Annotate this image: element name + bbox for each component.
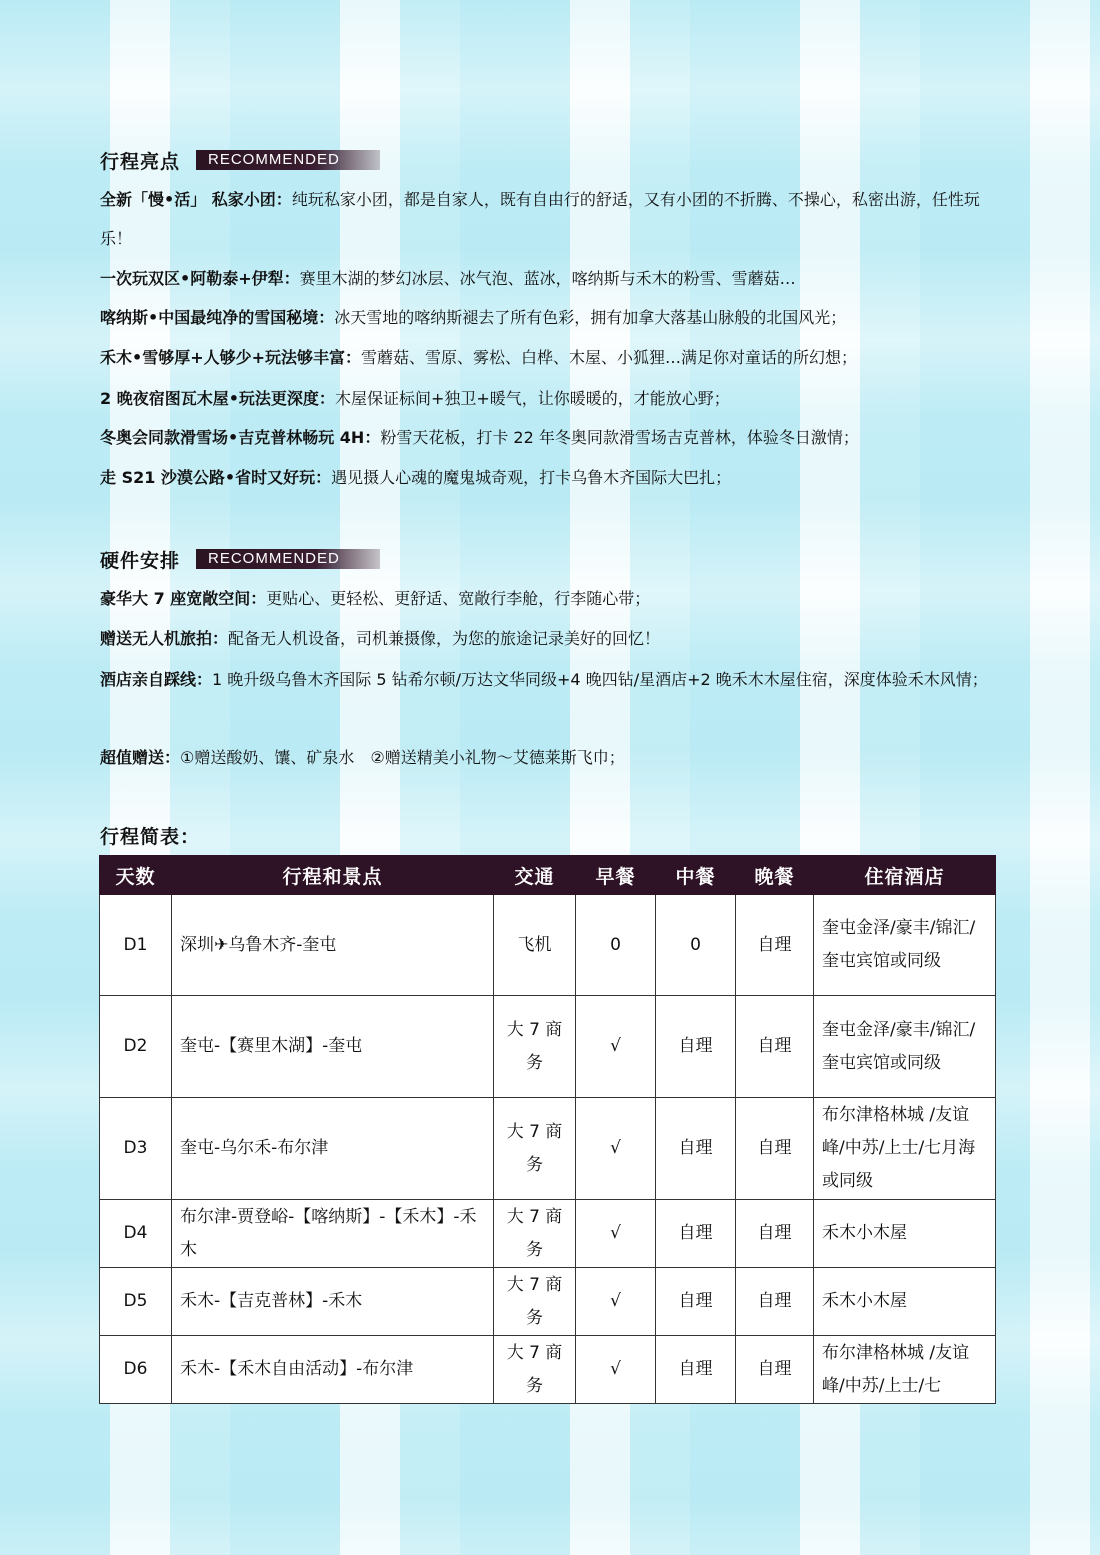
table-row: [100, 1336, 996, 1404]
cell-day: D6: [100, 1336, 172, 1404]
cell-route: 布尔津-贾登峪-【喀纳斯】-【禾木】-禾木: [172, 1200, 494, 1268]
hardware-text: ①赠送酸奶、馕、矿泉水 ②赠送精美小礼物～艾德莱斯飞巾；: [180, 748, 625, 767]
itinerary-table: [99, 855, 996, 1404]
cell-transport: 大 7 商务: [494, 1336, 576, 1404]
highlights-header: [100, 145, 380, 175]
hardware-key: 酒店亲自踩线：: [100, 670, 213, 689]
highlight-text: 木屋保证标间+独卫+暖气，让你暖暖的，才能放心野；: [334, 389, 730, 408]
cell-breakfast: √: [576, 1268, 656, 1336]
cell-lunch: 自理: [656, 996, 736, 1098]
highlight-key: 一次玩双区•阿勒泰+伊犁：: [100, 269, 300, 288]
highlight-item: [100, 259, 1010, 298]
col-header-route: 行程和景点: [172, 856, 494, 895]
hardware-key: 豪华大 7 座宽敞空间：: [100, 589, 267, 608]
cell-day: D4: [100, 1200, 172, 1268]
itinerary-title: 行程简表：: [100, 826, 201, 848]
col-header-dinner: 晚餐: [736, 856, 814, 895]
table-row: [100, 996, 996, 1098]
cell-day: D2: [100, 996, 172, 1098]
cell-route: 奎屯-乌尔禾-布尔津: [172, 1098, 494, 1200]
cell-transport: 大 7 商务: [494, 1200, 576, 1268]
cell-breakfast: √: [576, 996, 656, 1098]
cell-dinner: 自理: [736, 1098, 814, 1200]
cell-hotel: 禾木小木屋: [814, 1200, 996, 1268]
cell-transport: 大 7 商务: [494, 1098, 576, 1200]
cell-breakfast: √: [576, 1336, 656, 1404]
cell-transport: 大 7 商务: [494, 1268, 576, 1336]
highlight-key: 冬奥会同款滑雪场•吉克普林畅玩 4H：: [100, 428, 381, 447]
col-header-lunch: 中餐: [656, 856, 736, 895]
hardware-item: [100, 579, 1010, 618]
highlight-text: 赛里木湖的梦幻冰层、冰气泡、蓝冰，喀纳斯与禾木的粉雪、雪蘑菇…: [299, 269, 796, 288]
col-header-transport: 交通: [494, 856, 576, 895]
cell-dinner: 自理: [736, 996, 814, 1098]
col-header-hotel: 住宿酒店: [814, 856, 996, 895]
highlight-item: [100, 298, 1010, 337]
cell-breakfast: 0: [576, 895, 656, 996]
cell-dinner: 自理: [736, 1200, 814, 1268]
hardware-title: 硬件安排: [100, 549, 181, 572]
cell-route: 深圳✈乌鲁木齐-奎屯: [172, 895, 494, 996]
hardware-key: 超值赠送：: [100, 748, 181, 767]
cell-route: 奎屯-【赛里木湖】-奎屯: [172, 996, 494, 1098]
highlight-text: 遇见摄人心魂的魔鬼城奇观，打卡乌鲁木齐国际大巴扎；: [331, 468, 732, 487]
cell-lunch: 自理: [656, 1200, 736, 1268]
hardware-text: 更贴心、更轻松、更舒适、宽敞行李舱，行李随心带；: [266, 589, 651, 608]
hardware-text: 配备无人机设备，司机兼摄像，为您的旅途记录美好的回忆！: [228, 629, 661, 648]
cell-dinner: 自理: [736, 1268, 814, 1336]
hardware-key: 赠送无人机旅拍：: [100, 629, 229, 648]
cell-hotel: 布尔津格林城 /友谊峰/中苏/上士/七月海或同级: [814, 1098, 996, 1200]
cell-transport: 大 7 商务: [494, 996, 576, 1098]
highlight-item: [100, 338, 1010, 377]
highlight-key: 走 S21 沙漠公路•省时又好玩：: [100, 468, 332, 487]
col-header-breakfast: 早餐: [576, 856, 656, 895]
col-header-day: 天数: [100, 856, 172, 895]
cell-hotel: 奎屯金泽/豪丰/锦汇/奎屯宾馆或同级: [814, 996, 996, 1098]
highlight-key: 喀纳斯•中国最纯净的雪国秘境：: [100, 308, 335, 327]
hardware-badge: RECOMMENDED: [196, 549, 380, 569]
highlight-item: [100, 379, 1010, 418]
hardware-item: [100, 660, 1010, 699]
cell-hotel: 布尔津格林城 /友谊峰/中苏/上士/七: [814, 1336, 996, 1404]
cell-route: 禾木-【吉克普林】-禾木: [172, 1268, 494, 1336]
hardware-item: [100, 619, 1010, 658]
cell-breakfast: √: [576, 1098, 656, 1200]
highlight-item: [100, 180, 1010, 258]
cell-hotel: 禾木小木屋: [814, 1268, 996, 1336]
cell-breakfast: √: [576, 1200, 656, 1268]
cell-dinner: 自理: [736, 895, 814, 996]
cell-lunch: 0: [656, 895, 736, 996]
table-row: [100, 1200, 996, 1268]
table-row: [100, 1268, 996, 1336]
cell-transport: 飞机: [494, 895, 576, 996]
highlights-badge: RECOMMENDED: [196, 150, 380, 170]
highlight-text: 纯玩私家小团，都是自家人，既有自由行的舒适，又有小团的不折腾、不操心，私密出游，任性玩乐！: [100, 190, 980, 248]
table-header-row: [100, 856, 996, 895]
highlight-text: 冰天雪地的喀纳斯褪去了所有色彩，拥有加拿大落基山脉般的北国风光；: [334, 308, 847, 327]
hardware-item: [100, 738, 1010, 777]
cell-route: 禾木-【禾木自由活动】-布尔津: [172, 1336, 494, 1404]
highlight-text: 粉雪天花板，打卡 22 年冬奥同款滑雪场吉克普林，体验冬日激情；: [380, 428, 859, 447]
highlight-key: 禾木•雪够厚+人够少+玩法够丰富：: [100, 348, 362, 367]
highlights-title: 行程亮点: [100, 150, 181, 173]
cell-hotel: 奎屯金泽/豪丰/锦汇/奎屯宾馆或同级: [814, 895, 996, 996]
highlight-item: [100, 418, 1010, 457]
cell-lunch: 自理: [656, 1098, 736, 1200]
highlight-key: 2 晚夜宿图瓦木屋•玩法更深度：: [100, 389, 335, 408]
cell-day: D1: [100, 895, 172, 996]
table-row: [100, 895, 996, 996]
table-row: [100, 1098, 996, 1200]
cell-lunch: 自理: [656, 1268, 736, 1336]
cell-day: D5: [100, 1268, 172, 1336]
cell-lunch: 自理: [656, 1336, 736, 1404]
highlight-item: [100, 458, 1010, 497]
hardware-text: 1 晚升级乌鲁木齐国际 5 钻希尔顿/万达文华同级+4 晚四钻/星酒店+2 晚禾木木屋住宿，深度体验禾木风情；: [212, 670, 988, 689]
cell-day: D3: [100, 1098, 172, 1200]
highlight-text: 雪蘑菇、雪原、雾松、白桦、木屋、小狐狸…满足你对童话的所幻想；: [361, 348, 858, 367]
hardware-header: [100, 544, 380, 574]
cell-dinner: 自理: [736, 1336, 814, 1404]
highlight-key: 全新「慢•活」 私家小团：: [100, 190, 292, 209]
